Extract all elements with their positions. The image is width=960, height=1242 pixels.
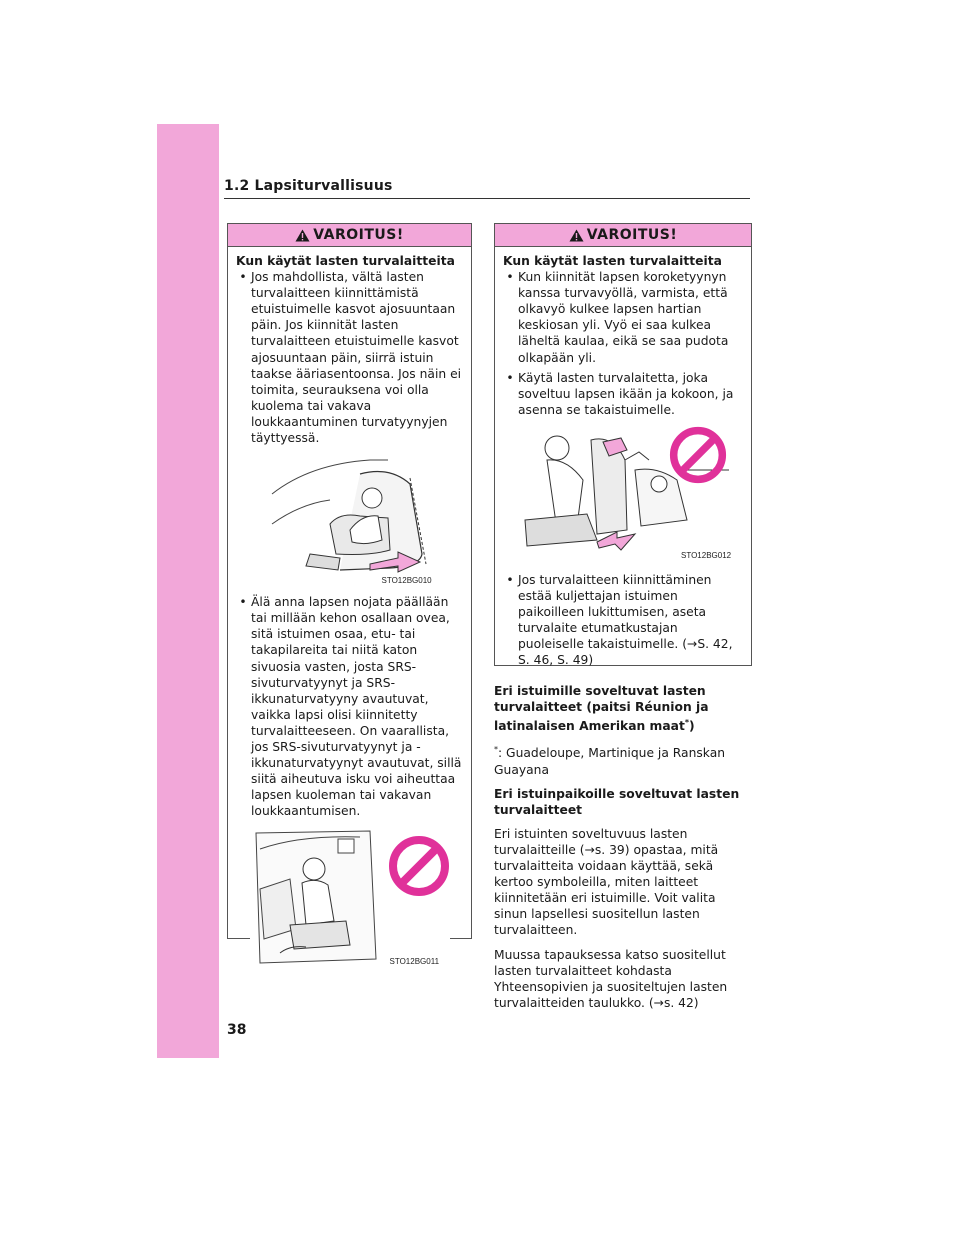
bullet-text: Käytä lasten turvalaitetta, joka soveltuu lapsen ikään ja kokoon, ja asenna se takaistuimelle. — [518, 370, 734, 417]
warning-header — [228, 224, 471, 247]
list-item: • Jos turvalaitteen kiinnittäminen estää kuljettajan istuimen paikoilleen lukittumisen, aseta turvalaite etumatkustajan puoleiselle takaistuimelle. (→S. 42, S. 46, S. 49) — [503, 572, 743, 669]
warning-label: VAROITUS! — [313, 227, 404, 243]
right-column-text — [494, 683, 750, 1019]
warning-header — [495, 224, 751, 247]
heading-end: ) — [689, 719, 695, 734]
heading-text: Eri istuimille soveltuvat lasten turvalaitteet (paitsi Réunion ja latinalaisen Amerikan maat — [494, 684, 709, 734]
prohibition-icon — [388, 835, 450, 897]
warning-triangle-icon — [569, 229, 584, 242]
figure-child-seat-front — [270, 454, 432, 586]
warning-title: Kun käytät lasten turvalaitteita — [236, 254, 455, 268]
section-heading: Eri istuinpaikoille soveltuvat lasten turvalaitteet — [494, 786, 740, 817]
right-warning-box — [494, 223, 752, 666]
list-item: • Jos mahdollista, vältä lasten turvalaitteen kiinnittämistä etuistuimelle kasvot ajosuuntaan päin. Jos kiinnität lasten turvalaitteen etuistuimelle kasvot ajosuuntaan päin, siirrä istuin taakse ääriasentoonsa. Jos näin ei toimita, seurauksena voi olla kuolema tai vakava loukkaantuminen turvatyynyjen täyttyessä. — [239, 270, 462, 446]
header-rule — [224, 198, 750, 199]
page-side-band — [157, 124, 219, 1058]
section-heading — [494, 683, 750, 734]
list-item: • Kun kiinnität lapsen koroketyynyn kanssa turvavyöllä, varmista, että olkavyö kulkee lapsen hartian keskiosan yli. Vyö ei saa kulkea läheltä kaulaa, eikä se saa pudota olkapään yli. — [503, 269, 743, 366]
left-warning-box — [227, 223, 472, 967]
paragraph: Eri istuinten soveltuvuus lasten turvalaitteille (→s. 39) opastaa, mitä turvalaitteita voidaan käyttää, sekä kertoo symboleilla, miten laitteet kiinnitetään eri istuimille. Voit valita sinun lapsellesi suositellun lasten turvalaitteen. — [494, 826, 719, 938]
section-header: 1.2 Lapsiturvallisuus — [224, 178, 393, 194]
footnote-marker: * — [494, 745, 498, 755]
figure-child-leaning-door — [250, 829, 450, 967]
bullet-text: Kun kiinnität lapsen koroketyynyn kanssa turvavyöllä, varmista, että olkavyö kulkee lapsen hartian keskiosan yli. Vyö ei saa kulkea läheltä kaulaa, eikä se saa pudota olkapään yli. — [518, 270, 729, 365]
footnote-text: : Guadeloupe, Martinique ja Ranskan Guayana — [494, 746, 726, 777]
footnote-marker: * — [684, 718, 690, 728]
figure-child-seat-wrong-front — [517, 430, 732, 560]
footnote — [494, 742, 750, 777]
figure-code: STO12BG010 — [381, 576, 432, 586]
prohibition-icon — [669, 426, 727, 484]
figure-code: STO12BG012 — [681, 550, 732, 560]
figure-code: STO12BG011 — [389, 957, 440, 967]
warning-label: VAROITUS! — [586, 227, 678, 243]
warning-title: Kun käytät lasten turvalaitteita — [503, 254, 722, 268]
bullet-text: Jos turvalaitteen kiinnittäminen estää kuljettajan istuimen paikoilleen lukittumisen, aseta turvalaite etumatkustajan puoleiselle takaistuimelle. (→S. 42, S. 46, S. 49) — [518, 572, 733, 668]
bullet-text: Jos mahdollista, vältä lasten turvalaitteen kiinnittämistä etuistuimelle kasvot ajosuuntaan päin. Jos kiinnität lasten turvalaitteen etuistuimelle kasvot ajosuuntaan päin, siirrä istuin taakse ääriasentoonsa. Jos näin ei toimita, seurauksena voi olla kuolema tai vakava loukkaantuminen turvatyynyjen täyttyessä. — [251, 270, 462, 446]
list-item: • Älä anna lapsen nojata päällään tai millään kehon osallaan ovea, sitä istuimen osaa, etu- tai takapilareita tai niitä katon sivuosia vasten, josta SRS-sivuturvatyynyt ja SRS-ikkunaturvatyyny avautuvat, vaikka lapsi olisi kiinnitetty turvalaitteeseen. On vaarallista, jos SRS-sivuturvatyynyt ja -ikkunaturvatyynyt avautuvat, sillä siitä aiheutuva isku voi aiheuttaa lapsen kuoleman tai vakavan loukkaantumisen. — [239, 595, 462, 819]
list-item: • Käytä lasten turvalaitetta, joka soveltuu lapsen ikään ja kokoon, ja asenna se takaistuimelle. — [503, 370, 743, 418]
warning-triangle-icon — [295, 229, 310, 242]
page-number: 38 — [227, 1022, 247, 1038]
paragraph: Muussa tapauksessa katso suositellut lasten turvalaitteet kohdasta Yhteensopivien ja suositeltujen lasten turvalaitteiden taulukko. (→s. 42) — [494, 947, 728, 1010]
child-seat-illustration — [270, 454, 430, 582]
bullet-text: Älä anna lapsen nojata päällään tai millään kehon osallaan ovea, sitä istuimen osaa, etu- tai takapilareita tai niitä katon sivuosia vasten, josta SRS-sivuturvatyynyt ja SRS-ikkunaturvatyyny avautuvat, vaikka lapsi olisi kiinnitetty turvalaitteeseen. On vaarallista, jos SRS-sivuturvatyynyt ja -ikkunaturvatyynyt avautuvat, sillä siitä aiheutuva isku voi aiheuttaa lapsen kuoleman tai vakavan loukkaantumisen. — [251, 595, 462, 819]
